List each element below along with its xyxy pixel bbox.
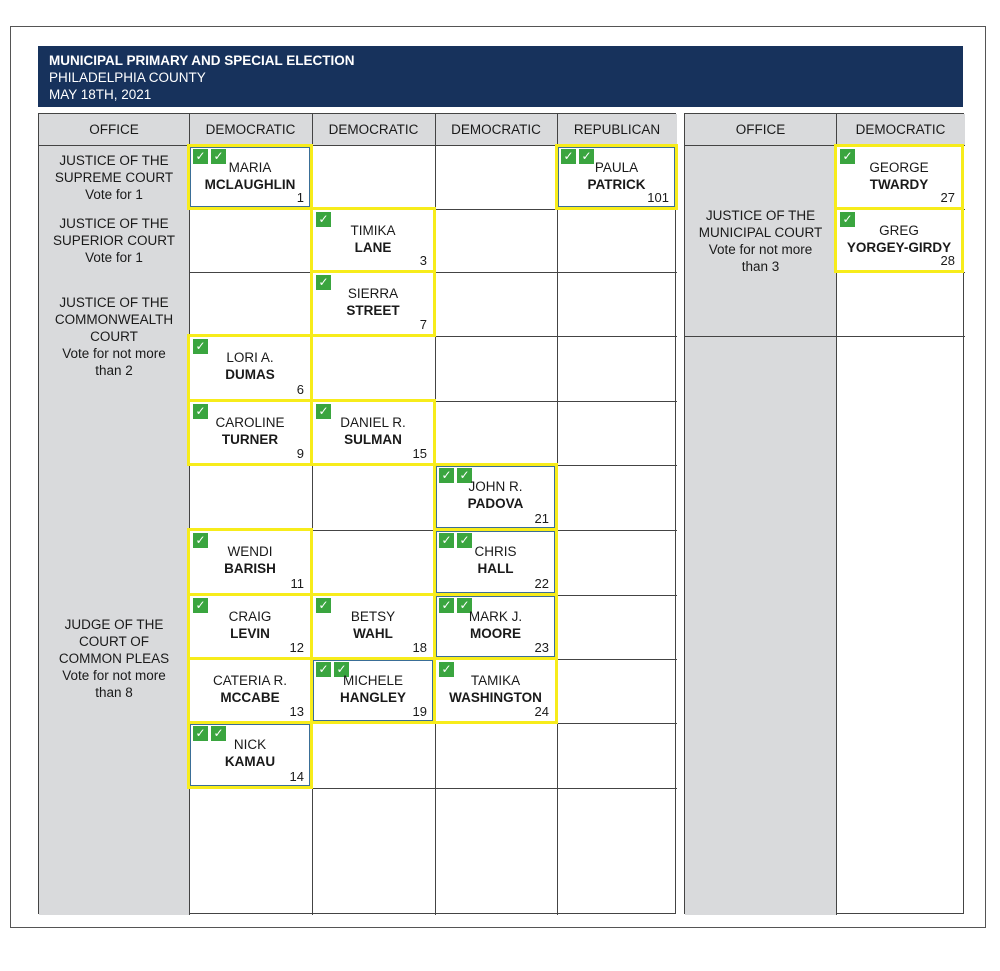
check-mark-icon: ✓ [211,149,226,164]
candidate-last-name: SULMAN [344,432,402,447]
candidate-number: 1 [296,190,304,205]
candidate-number: 12 [289,640,304,655]
candidate-last-name: HANGLEY [339,690,406,705]
check-mark-icon: ✓ [561,149,576,164]
candidate-first-name: GEORGE [869,160,929,175]
candidate-inner [190,402,310,463]
candidate-first-name: JOHN R. [468,479,523,494]
candidate-box[interactable] [433,593,558,660]
candidate-first-name: TAMIKA [470,673,521,688]
column-divider [189,114,190,915]
candidate-inner [313,596,433,657]
check-mark-icon: ✓ [193,339,208,354]
office-cell-2 [39,272,189,401]
office-line: COURT OF [78,633,149,649]
check-mark-icon: ✓ [316,212,331,227]
office-line: JUDGE OF THE [64,616,164,632]
check-mark-icon: ✓ [316,598,331,613]
candidate-number: 14 [289,769,304,784]
check-mark-icon: ✓ [439,468,454,483]
candidate-inner [190,724,310,786]
candidate-first-name: WENDI [227,544,273,559]
candidate-number: 7 [419,317,427,332]
office-line: COMMON PLEAS [58,650,170,666]
check-mark-icon: ✓ [439,533,454,548]
candidate-number: 15 [412,446,427,461]
candidate-inner [558,147,675,207]
candidate-first-name: CHRIS [474,544,517,559]
candidate-number: 11 [290,576,304,591]
office-line: COURT [90,329,138,344]
candidate-box[interactable] [187,657,313,724]
candidate-inner [190,660,310,721]
candidate-inner [190,596,310,657]
office-line: JUSTICE OF THE [59,295,169,310]
candidate-last-name: TWARDY [869,177,929,192]
check-mark-icon: ✓ [316,662,331,677]
candidate-box[interactable] [555,144,678,210]
candidate-inner [313,273,433,334]
candidate-first-name: CAROLINE [215,415,285,430]
check-mark-icon: ✓ [457,468,472,483]
candidate-last-name: WASHINGTON [449,690,542,705]
left-header-1: DEMOCRATIC [189,114,312,146]
candidate-box[interactable] [187,528,313,596]
candidate-inner [190,531,310,593]
office-cell-1 [39,209,189,272]
candidate-number: 19 [412,704,427,719]
office-line: SUPERIOR COURT [52,233,175,248]
candidate-first-name: MARK J. [468,609,523,624]
candidate-inner [313,660,433,721]
check-mark-icon: ✓ [439,662,454,677]
left-header-3: DEMOCRATIC [435,114,557,146]
check-mark-icon: ✓ [211,726,226,741]
candidate-first-name: GREG [879,223,919,238]
candidate-last-name: MCCABE [220,690,280,705]
office-cell-3 [39,401,189,915]
candidate-inner [436,660,555,721]
candidate-inner [436,466,555,528]
check-mark-icon: ✓ [193,598,208,613]
office-line: Vote for not more [62,346,166,361]
candidate-number: 22 [534,576,549,591]
candidate-first-name: CRAIG [228,609,272,624]
candidate-last-name: MCLAUGHLIN [204,177,296,192]
check-mark-icon: ✓ [316,275,331,290]
candidate-first-name: BETSY [350,609,396,624]
office-line: Vote for 1 [85,187,143,202]
check-mark-icon: ✓ [439,598,454,613]
office-line: JUSTICE OF THE [59,153,169,168]
candidate-number: 23 [534,640,549,655]
election-date: MAY 18TH, 2021 [49,87,152,102]
candidate-last-name: YORGEY-GIRDY [846,240,952,255]
candidate-box[interactable] [310,593,436,660]
candidate-first-name: MARIA [228,160,272,175]
candidate-last-name: LEVIN [230,626,270,641]
candidate-number: 21 [534,511,549,526]
candidate-inner [190,337,310,399]
left-header-4: REPUBLICAN [557,114,677,146]
office-separator [685,336,965,337]
candidate-last-name: TURNER [221,432,279,447]
check-mark-icon: ✓ [193,726,208,741]
check-mark-icon: ✓ [316,404,331,419]
candidate-first-name: TIMIKA [350,223,396,238]
candidate-box[interactable] [187,399,313,466]
check-mark-icon: ✓ [840,149,855,164]
office-cell-municipal [685,146,836,336]
county-name: PHILADELPHIA COUNTY [49,70,206,85]
candidate-box[interactable] [433,528,558,596]
office-line: than 2 [95,363,133,378]
candidate-box[interactable] [310,399,436,466]
candidate-number: 9 [296,446,304,461]
candidate-number: 3 [419,253,427,268]
candidate-number: 18 [412,640,427,655]
candidate-first-name: SIERRA [347,286,399,301]
candidate-first-name: MICHELE [342,673,403,688]
candidate-box[interactable] [310,657,436,724]
candidate-box[interactable] [834,207,964,273]
candidate-first-name: NICK [233,737,267,752]
left-header-0: OFFICE [39,114,189,146]
check-mark-icon: ✓ [579,149,594,164]
candidate-last-name: STREET [346,303,400,318]
candidate-last-name: PATRICK [587,177,646,192]
office-line: MUNICIPAL COURT [698,225,823,240]
candidate-inner [190,147,310,207]
office-cell-0 [39,146,189,209]
candidate-first-name: PAULA [594,160,639,175]
office-line: than 8 [95,684,133,700]
candidate-last-name: BARISH [224,561,276,576]
candidate-number: 101 [647,190,669,205]
office-line: Vote for not more [708,242,813,257]
check-mark-icon: ✓ [193,404,208,419]
right-ballot-table [684,113,964,914]
candidate-inner [436,596,555,657]
office-line: than 3 [741,259,780,274]
candidate-last-name: DUMAS [225,367,275,382]
candidate-box[interactable] [433,657,558,724]
candidate-inner [436,531,555,593]
right-header-1: DEMOCRATIC [836,114,965,146]
candidate-last-name: KAMAU [224,754,276,769]
candidate-box[interactable] [433,463,558,531]
candidate-inner [837,147,961,207]
candidate-number: 6 [296,382,304,397]
office-line: SUPREME COURT [54,170,174,185]
right-header-0: OFFICE [685,114,836,146]
candidate-number: 28 [940,253,955,268]
candidate-first-name: CATERIA R. [212,673,287,688]
candidate-last-name: HALL [477,561,514,576]
candidate-inner [313,210,433,270]
check-mark-icon: ✓ [840,212,855,227]
candidate-last-name: LANE [354,240,392,255]
candidate-box[interactable] [187,721,313,789]
office-line: Vote for not more [62,667,166,683]
left-header-2: DEMOCRATIC [312,114,435,146]
left-ballot-table [38,113,676,914]
candidate-last-name: PADOVA [467,496,524,511]
candidate-first-name: DANIEL R. [340,415,406,430]
candidate-first-name: LORI A. [226,350,274,365]
check-mark-icon: ✓ [193,149,208,164]
candidate-number: 13 [289,704,304,719]
office-line: Vote for 1 [85,250,143,265]
candidate-box[interactable] [834,144,964,210]
office-line: COMMONWEALTH [54,312,174,327]
check-mark-icon: ✓ [457,533,472,548]
ballot-header [38,46,963,107]
check-mark-icon: ✓ [193,533,208,548]
check-mark-icon: ✓ [334,662,349,677]
candidate-inner [837,210,961,270]
candidate-box[interactable] [187,144,313,210]
candidate-last-name: WAHL [353,626,393,641]
candidate-box[interactable] [187,334,313,402]
candidate-box[interactable] [310,207,436,273]
candidate-inner [313,402,433,463]
candidate-box[interactable] [187,593,313,660]
candidate-number: 24 [534,704,549,719]
office-line: JUSTICE OF THE [705,208,816,223]
candidate-box[interactable] [310,270,436,337]
election-title: MUNICIPAL PRIMARY AND SPECIAL ELECTION [49,53,355,68]
candidate-number: 27 [940,190,955,205]
check-mark-icon: ✓ [457,598,472,613]
candidate-last-name: MOORE [469,626,521,641]
office-line: JUSTICE OF THE [59,216,169,231]
